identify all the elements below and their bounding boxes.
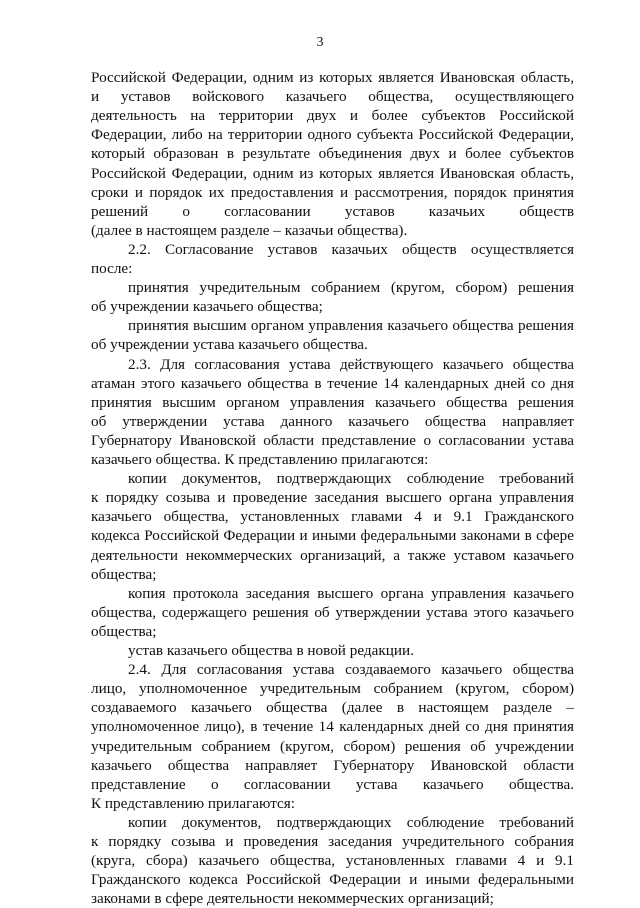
text-line: деятельности некоммерческих организаций, а также уставом казачьего xyxy=(91,546,574,564)
text-line: 2.2. Согласование уставов казачьих обществ осуществляется xyxy=(128,240,574,258)
text-line: об учреждении казачьего общества; xyxy=(91,298,323,316)
text-line: принятия высшим органом управления казачьего общества решения xyxy=(128,317,574,335)
text-line: казачьего общества. К представлению прилагаются: xyxy=(91,451,429,468)
text-line: 2.3. Для согласования устава действующего казачьего общества xyxy=(128,355,574,373)
text-line: казачьего общества направляет Губернатору Ивановской области xyxy=(91,756,574,774)
text-line: уполномоченное лицо), в течение 14 календарных дней со дня принятия xyxy=(91,718,574,736)
text-line: Губернатору Ивановской области представление о согласовании устава xyxy=(91,431,574,449)
text-line: деятельность на территории двух и более субъектов Российской xyxy=(91,107,574,125)
text-line: Российской Федерации, одним из которых является Ивановская область, xyxy=(91,69,574,86)
text-line: после: xyxy=(91,260,133,277)
text-line: к порядку созыва и проведение заседания высшего органа управления xyxy=(91,489,574,507)
text-line: копии документов, подтверждающих соблюдение требований xyxy=(128,470,574,488)
text-line: и уставов войскового казачьего общества, осуществляющего xyxy=(91,88,574,106)
text-line: копия протокола заседания высшего органа управления казачьего xyxy=(128,584,574,602)
text-line: к порядку созыва и проведения заседания учредительного собрания xyxy=(91,833,574,850)
text-line: законами в сфере деятельности некоммерческих организаций; xyxy=(91,890,494,908)
text-line: Гражданского кодекса Российской Федерации и иными федеральными xyxy=(91,871,574,889)
text-line: общества; xyxy=(91,622,157,640)
text-line: сроки и порядок их предоставления и рассмотрения, порядок принятия xyxy=(91,183,574,201)
text-line: (круга, сбора) казачьего общества, установленных главами 4 и 9.1 xyxy=(91,852,574,870)
text-line: лицо, уполномоченное учредительным собранием (кругом, сбором) xyxy=(91,680,574,698)
text-line: Российской Федерации, одним из которых является Ивановская область, xyxy=(91,164,574,182)
text-line: создаваемого казачьего общества (далее в настоящем разделе – xyxy=(91,699,574,717)
text-line: который образован в результате объединения двух и более субъектов xyxy=(91,145,574,163)
text-line: Федерации, либо на территории одного субъекта Российской Федерации, xyxy=(91,126,574,144)
text-line: общества, содержащего решения об утверждении устава этого казачьего xyxy=(91,603,574,621)
text-line: общества; xyxy=(91,565,157,583)
text-line: принятия высшим органом управления казачьего общества решения xyxy=(91,393,574,411)
text-line: устав казачьего общества в новой редакции. xyxy=(128,642,414,659)
text-line: (далее в настоящем разделе – казачьи общества). xyxy=(91,221,408,239)
text-line: атаман этого казачьего общества в течение 14 календарных дней со дня xyxy=(91,374,574,392)
text-line: кодекса Российской Федерации и иными федеральными законами в сфере xyxy=(91,527,574,545)
text-line: казачьего общества, установленных главами 4 и 9.1 Гражданского xyxy=(91,508,574,526)
text-line: решений о согласовании уставов казачьих обществ xyxy=(91,202,574,220)
text-line: К представлению прилагаются: xyxy=(91,794,295,812)
text-line: принятия учредительным собранием (кругом, сбором) решения xyxy=(128,279,574,297)
text-line: представление о согласовании устава казачьего общества. xyxy=(91,775,574,793)
page-number: 3 xyxy=(316,35,324,50)
text-line: 2.4. Для согласования устава создаваемого казачьего общества xyxy=(128,661,574,679)
text-line: об утверждении устава данного казачьего общества направляет xyxy=(91,412,574,430)
text-line: копии документов, подтверждающих соблюдение требований xyxy=(128,813,574,831)
text-line: об учреждении устава казачьего общества. xyxy=(91,336,368,354)
text-line: учредительным собранием (кругом, сбором) решения об учреждении xyxy=(91,737,574,755)
